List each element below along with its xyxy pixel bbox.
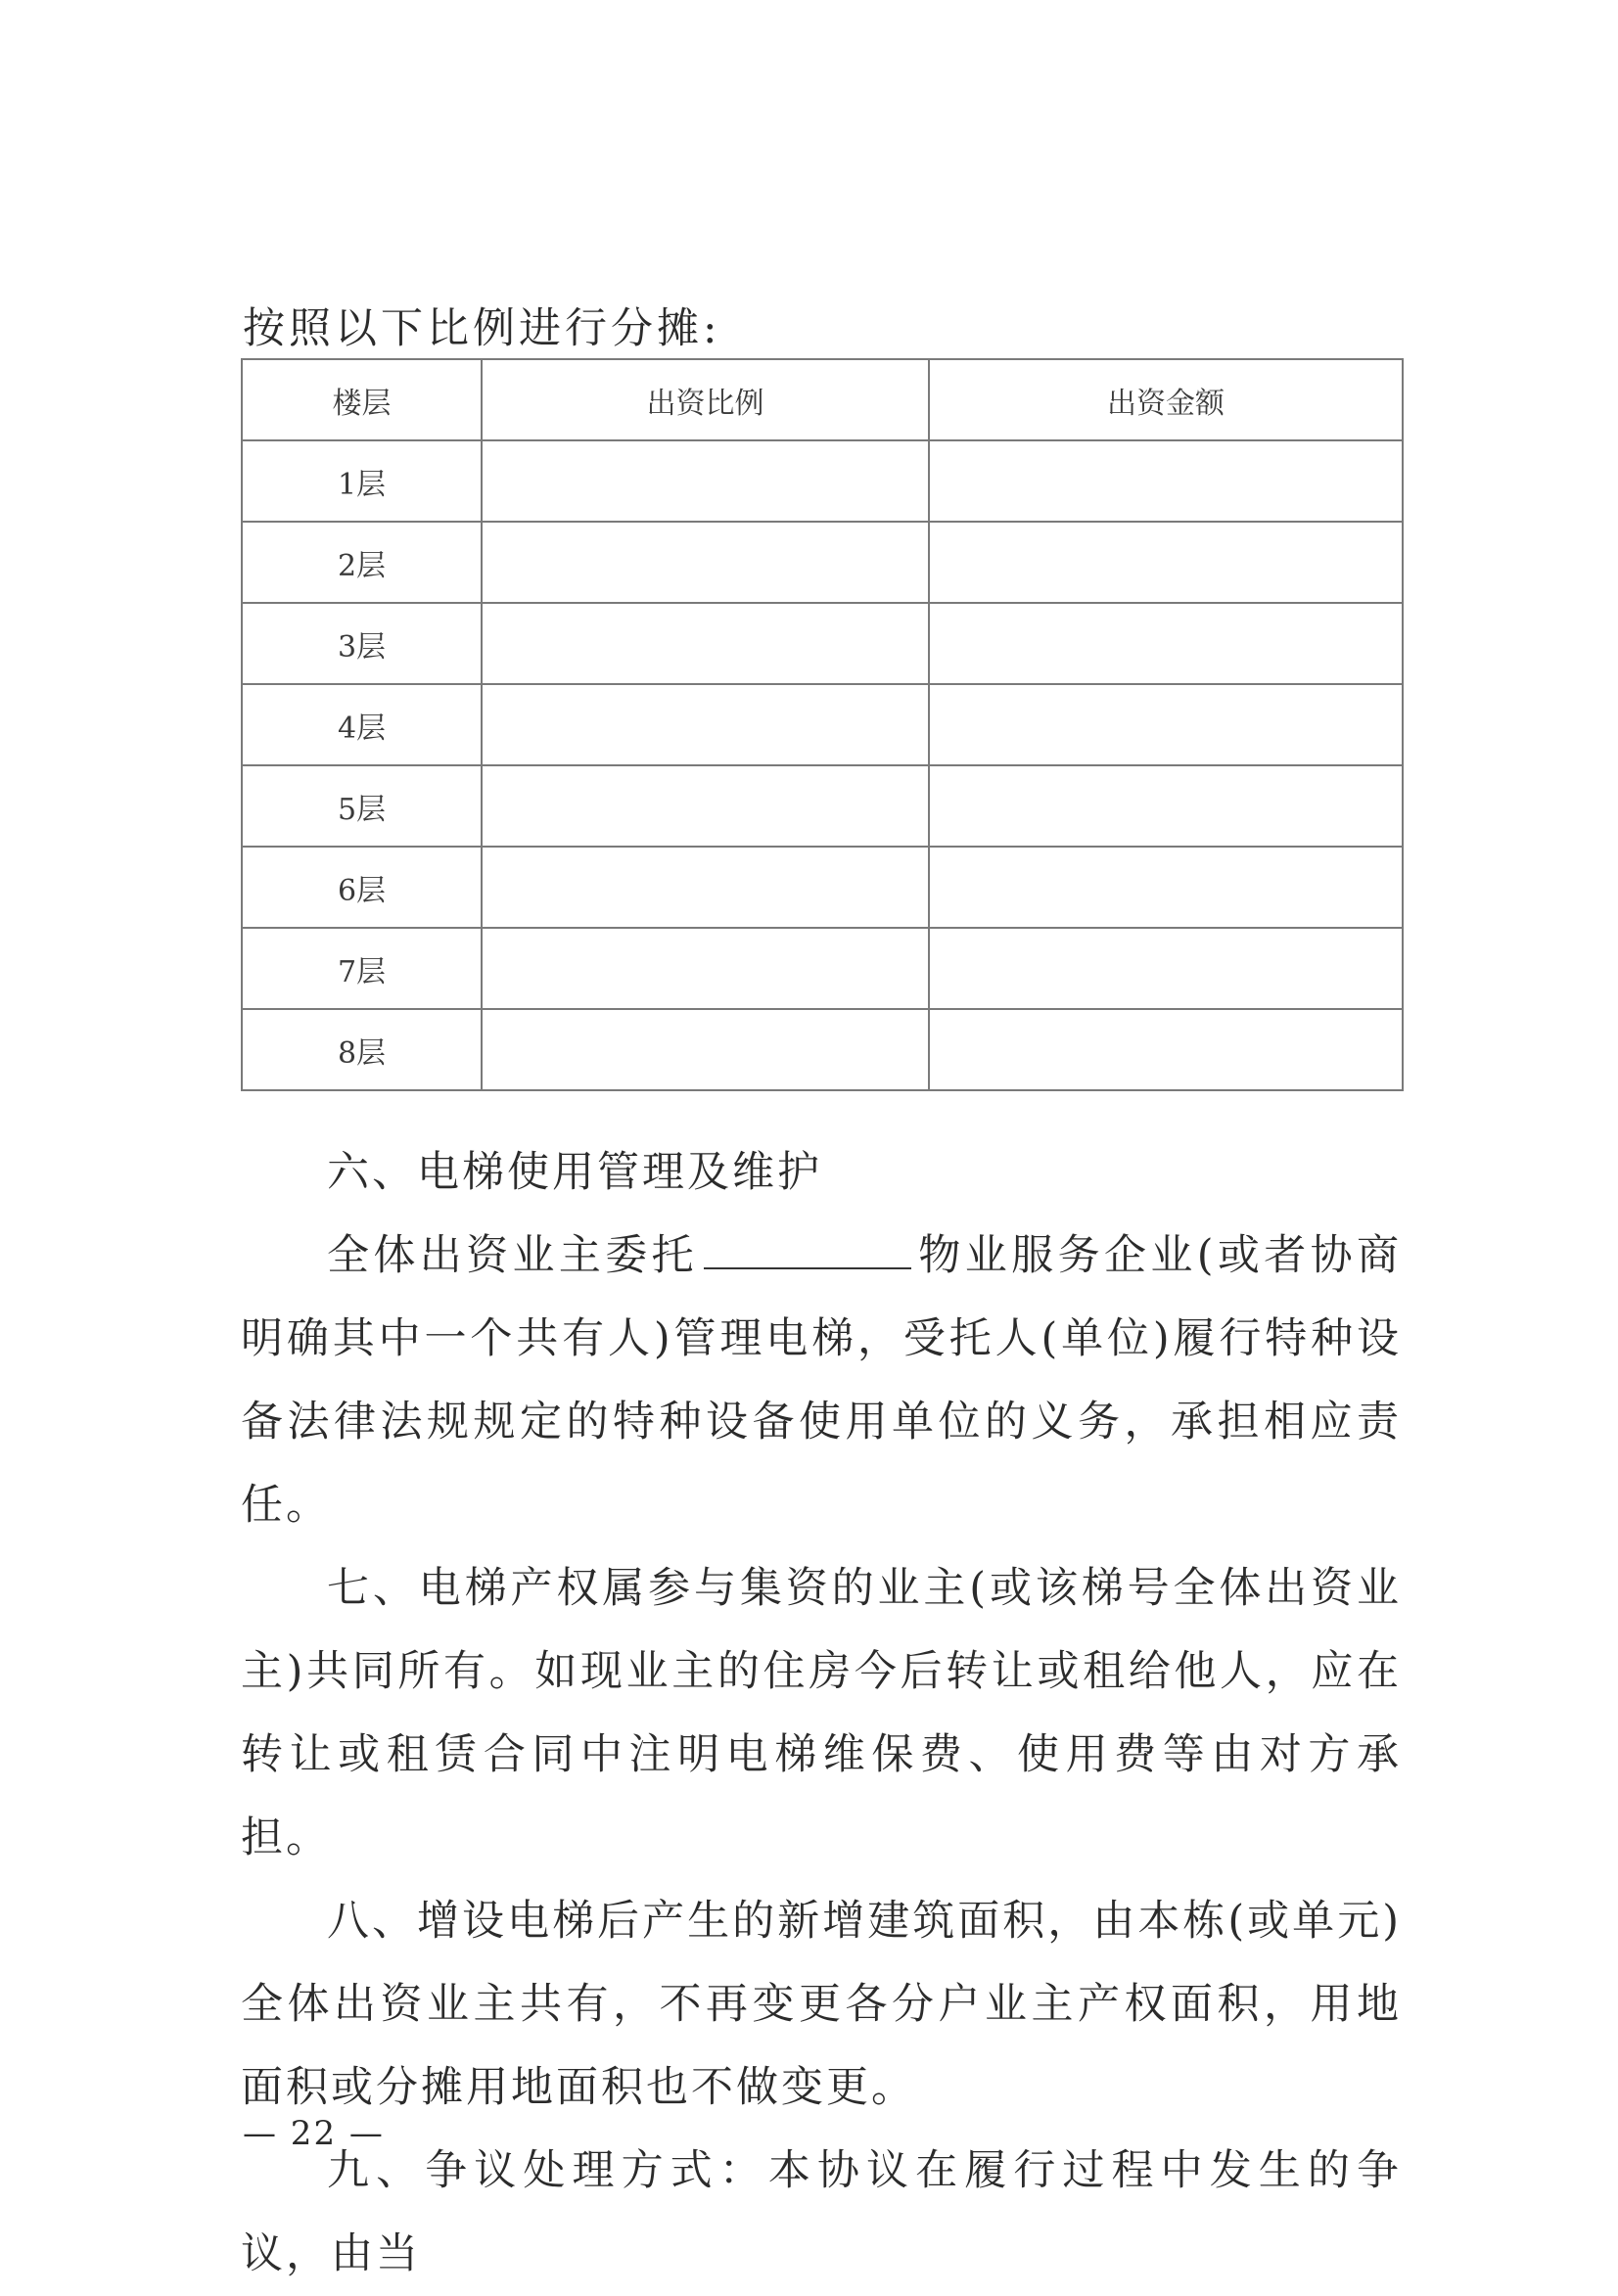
ratio-cell: [482, 847, 929, 928]
section-8-paragraph: 八、增设电梯后产生的新增建筑面积，由本栋(或单元)全体出资业主共有，不再变更各分户业主产权面积，用地面积或分摊用地面积也不做变更。: [241, 1897, 1402, 2112]
table-row: [242, 522, 1403, 603]
section-9-paragraph: 九、争议处理方式：本协议在履行过程中发生的争议，由当: [241, 2146, 1402, 2278]
table-row: [242, 928, 1403, 1009]
amount-cell: [929, 684, 1403, 765]
amount-cell: [929, 1009, 1403, 1090]
ratio-cell: [482, 1009, 929, 1090]
floor-cell: 4层: [242, 684, 482, 765]
table-intro-text: 按照以下比例进行分摊:: [243, 304, 721, 353]
ratio-cell: [482, 684, 929, 765]
amount-cell: [929, 522, 1403, 603]
section-6-paragraph: [241, 1215, 1402, 1547]
header-amount: 出资金额: [929, 359, 1403, 440]
amount-cell: [929, 928, 1403, 1009]
amount-cell: [929, 440, 1403, 522]
section-6-text-end: 物业服务企业(或者协商明确其中一个共有人)管理电梯，受托人(单位)履行特种设备法律法规规定的特种设备使用单位的义务，承担相应责任。: [241, 1231, 1403, 1530]
page-number: — 22 —: [243, 2114, 385, 2153]
floor-cell: 7层: [242, 928, 482, 1009]
table-header-row: [242, 359, 1403, 440]
floor-cell: 5层: [242, 765, 482, 847]
floor-cell: 8层: [242, 1009, 482, 1090]
fill-in-blank-property-company: [704, 1228, 911, 1269]
table-row: [242, 603, 1403, 684]
floor-cell: 2层: [242, 522, 482, 603]
floor-cell: 3层: [242, 603, 482, 684]
section-6-heading: 六、电梯使用管理及维护: [327, 1148, 822, 1197]
table-row: [242, 847, 1403, 928]
ratio-cell: [482, 440, 929, 522]
ratio-cell: [482, 603, 929, 684]
agreement-body: [241, 1131, 1402, 2296]
ratio-cell: [482, 928, 929, 1009]
header-floor: 楼层: [242, 359, 482, 440]
ratio-cell: [482, 522, 929, 603]
amount-cell: [929, 603, 1403, 684]
floor-cell: 1层: [242, 440, 482, 522]
amount-cell: [929, 765, 1403, 847]
table-row: [242, 765, 1403, 847]
cost-allocation-table: [241, 358, 1404, 1091]
header-ratio: 出资比例: [482, 359, 929, 440]
floor-cell: 6层: [242, 847, 482, 928]
table-row: [242, 684, 1403, 765]
ratio-cell: [482, 765, 929, 847]
section-7-paragraph: 七、电梯产权属参与集资的业主(或该梯号全体出资业主)共同所有。如现业主的住房今后转让或租给他人，应在转让或租赁合同中注明电梯维保费、使用费等由对方承担。: [241, 1564, 1402, 1862]
amount-cell: [929, 847, 1403, 928]
table-row: [242, 440, 1403, 522]
table-row: [242, 1009, 1403, 1090]
section-6-text-start: 全体出资业主委托: [327, 1231, 699, 1280]
